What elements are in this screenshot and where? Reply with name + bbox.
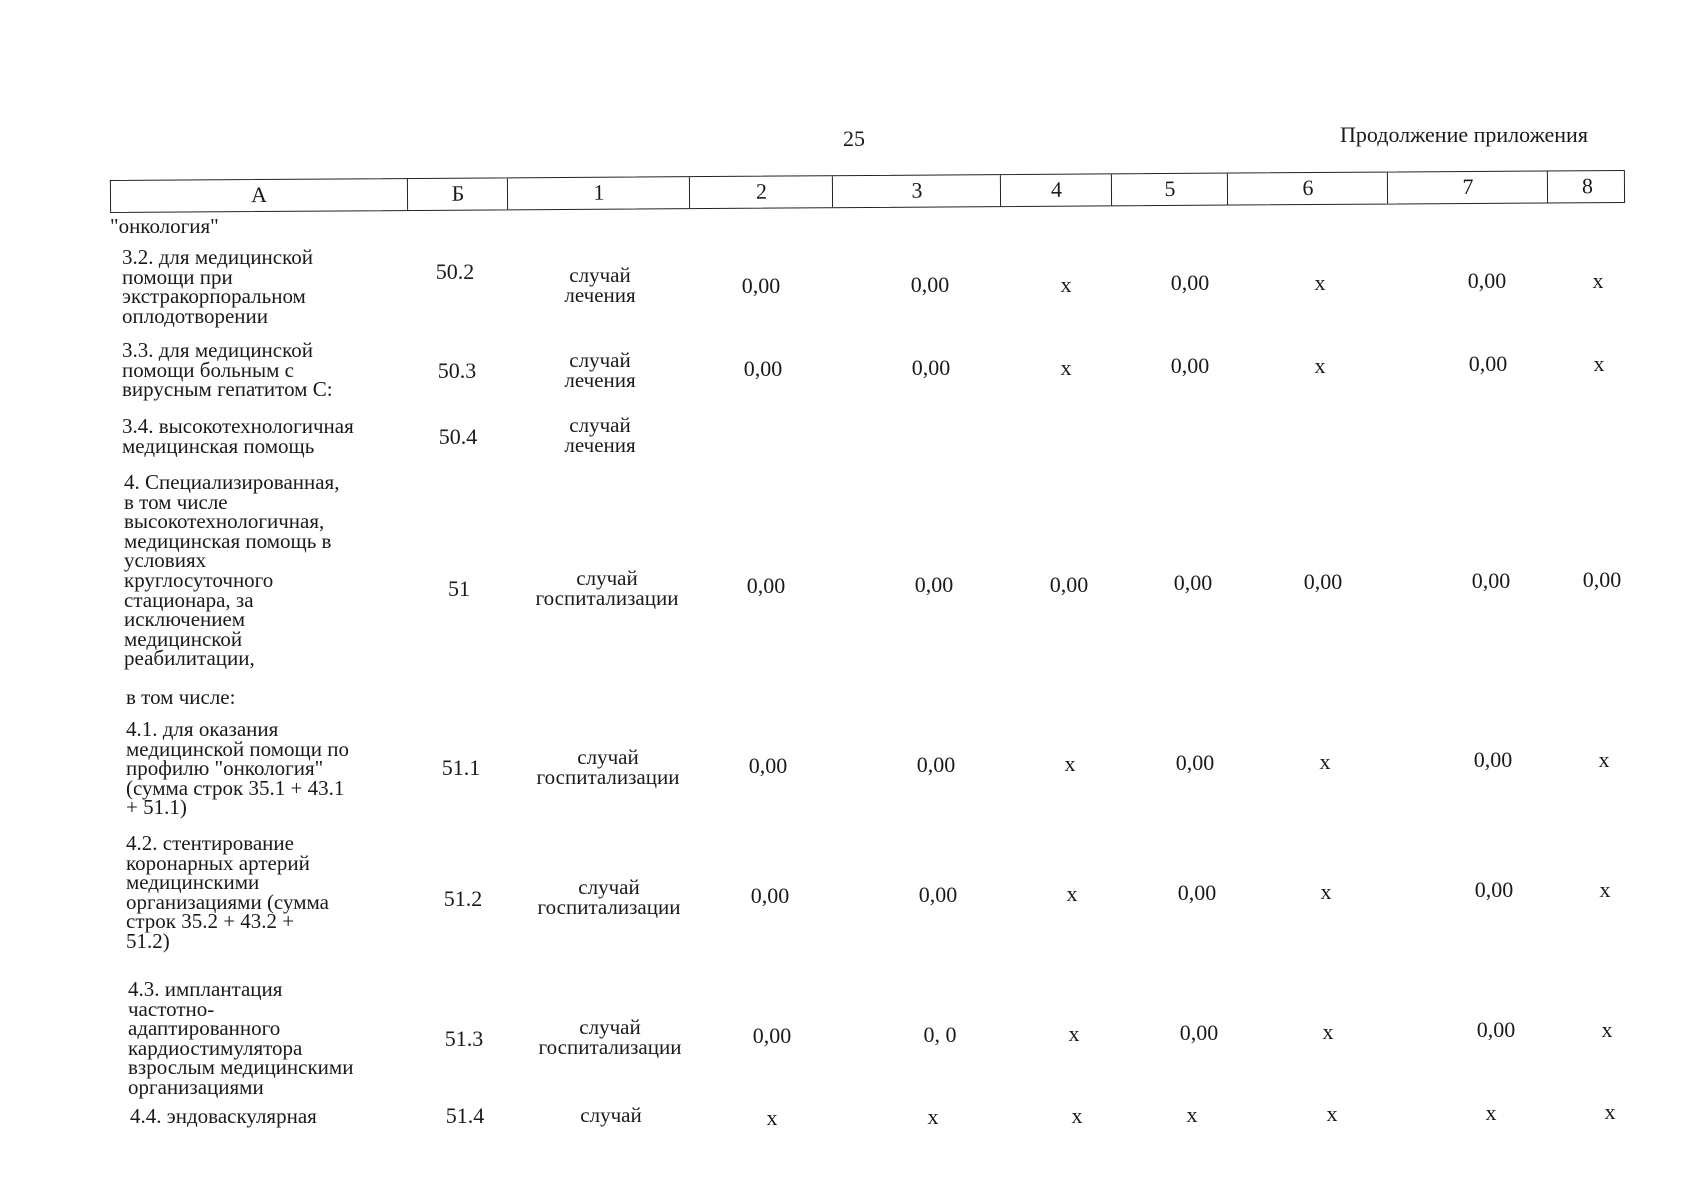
row-label: в том числе: (126, 685, 236, 709)
cell-col-6: х (1314, 270, 1326, 295)
cell-col-8: х (1604, 1099, 1616, 1124)
cell-col-7: 0,00 (1473, 747, 1513, 772)
row-label: 3.3. для медицинской помощи больным с вирусным гепатитом С: (122, 338, 333, 402)
row-code: 51.2 (443, 886, 483, 911)
row-code: 50.3 (437, 358, 477, 383)
cell-col-7: 0,00 (1476, 1017, 1516, 1042)
cell-col-5: 0,00 (1177, 880, 1217, 905)
column-header: 1 (507, 177, 690, 209)
row-label: 4.3. имплантация частотно- адаптированного кардиостимулятора взрослым медицинскими организациями (128, 977, 354, 1099)
cell-col-3: х (927, 1104, 939, 1129)
row-code: 51.4 (445, 1103, 485, 1128)
row-unit: случай госпитализации (535, 566, 679, 610)
column-header: 4 (1000, 174, 1112, 206)
row-label: 3.4. высокотехнологичная медицинская помощь (122, 414, 354, 458)
column-header: 5 (1111, 174, 1228, 206)
cell-col-2: 0,00 (746, 573, 786, 598)
row-label: 4.2. стентирование коронарных артерий медицинскими организациями (сумма строк 35.2 + 43.2 + 51.2) (126, 831, 329, 953)
cell-col-5: 0,00 (1170, 353, 1210, 378)
cell-col-3: 0,00 (914, 572, 954, 597)
row-unit: случай лечения (564, 413, 636, 457)
row-label: 4. Специализированная, в том числе высокотехнологичная, медицинская помощь в условиях круглосуточного стационара, за исключением медицинской реабилитации, (124, 470, 340, 671)
cell-col-6: 0,00 (1303, 569, 1343, 594)
column-header: 8 (1547, 171, 1627, 203)
cell-col-8: х (1593, 351, 1605, 376)
cell-col-2: 0,00 (750, 883, 790, 908)
column-header: 2 (689, 176, 833, 208)
cell-col-4: 0,00 (1049, 572, 1089, 597)
cell-col-6: х (1326, 1101, 1338, 1126)
cell-col-6: х (1322, 1019, 1334, 1044)
row-label: 4.1. для оказания медицинской помощи по профилю "онкология" (сумма строк 35.1 + 43.1 + 51.1) (126, 717, 349, 820)
column-header: 6 (1227, 173, 1388, 205)
cell-col-4: х (1060, 355, 1072, 380)
cell-col-8: х (1598, 747, 1610, 772)
cell-col-8: х (1601, 1017, 1613, 1042)
row-unit: случай (580, 1103, 642, 1127)
cell-col-3: 0,00 (911, 355, 951, 380)
cell-col-8: 0,00 (1582, 567, 1622, 592)
cell-col-8: х (1599, 877, 1611, 902)
cell-col-5: х (1186, 1102, 1198, 1127)
cell-col-2: 0,00 (748, 753, 788, 778)
row-unit: случай госпитализации (536, 745, 680, 789)
cell-col-2: х (766, 1105, 778, 1130)
appendix-caption: Продолжение приложения (1340, 122, 1588, 147)
cell-col-4: х (1064, 751, 1076, 776)
row-unit: случай лечения (564, 348, 636, 392)
table-header (110, 170, 1625, 213)
cell-col-3: 0, 0 (923, 1022, 957, 1047)
cell-col-4: х (1066, 881, 1078, 906)
cell-col-2: 0,00 (743, 356, 783, 381)
page-number: 25 (843, 126, 865, 151)
cell-col-5: 0,00 (1175, 750, 1215, 775)
column-header: 3 (832, 175, 1001, 207)
row-code: 50.2 (435, 259, 475, 284)
column-header: 7 (1387, 171, 1548, 203)
cell-col-8: х (1592, 268, 1604, 293)
row-label: "онкология" (110, 214, 219, 238)
cell-col-7: 0,00 (1467, 268, 1507, 293)
cell-col-4: х (1071, 1103, 1083, 1128)
cell-col-2: 0,00 (741, 273, 781, 298)
row-unit: случай госпитализации (537, 875, 681, 919)
cell-col-5: 0,00 (1179, 1020, 1219, 1045)
cell-col-6: х (1319, 749, 1331, 774)
row-label: 4.4. эндоваскулярная (130, 1104, 317, 1128)
row-label: 3.2. для медицинской помощи при экстракорпоральном оплодотворении (122, 245, 313, 328)
cell-col-7: 0,00 (1471, 568, 1511, 593)
column-header: Б (407, 178, 508, 210)
row-code: 51.3 (444, 1026, 484, 1051)
cell-col-2: 0,00 (752, 1023, 792, 1048)
cell-col-4: х (1060, 272, 1072, 297)
cell-col-3: 0,00 (910, 272, 950, 297)
row-unit: случай госпитализации (538, 1015, 682, 1059)
cell-col-4: х (1068, 1021, 1080, 1046)
cell-col-6: х (1314, 353, 1326, 378)
cell-col-5: 0,00 (1173, 570, 1213, 595)
row-code: 51.1 (441, 755, 481, 780)
cell-col-7: 0,00 (1474, 877, 1514, 902)
column-header: А (250, 181, 268, 208)
cell-col-3: 0,00 (916, 752, 956, 777)
row-code: 51 (448, 576, 470, 601)
cell-col-5: 0,00 (1170, 270, 1210, 295)
cell-col-7: 0,00 (1468, 351, 1508, 376)
cell-col-6: х (1320, 879, 1332, 904)
cell-col-7: х (1485, 1100, 1497, 1125)
cell-col-3: 0,00 (918, 882, 958, 907)
row-unit: случай лечения (564, 263, 636, 307)
row-code: 50.4 (438, 424, 478, 449)
